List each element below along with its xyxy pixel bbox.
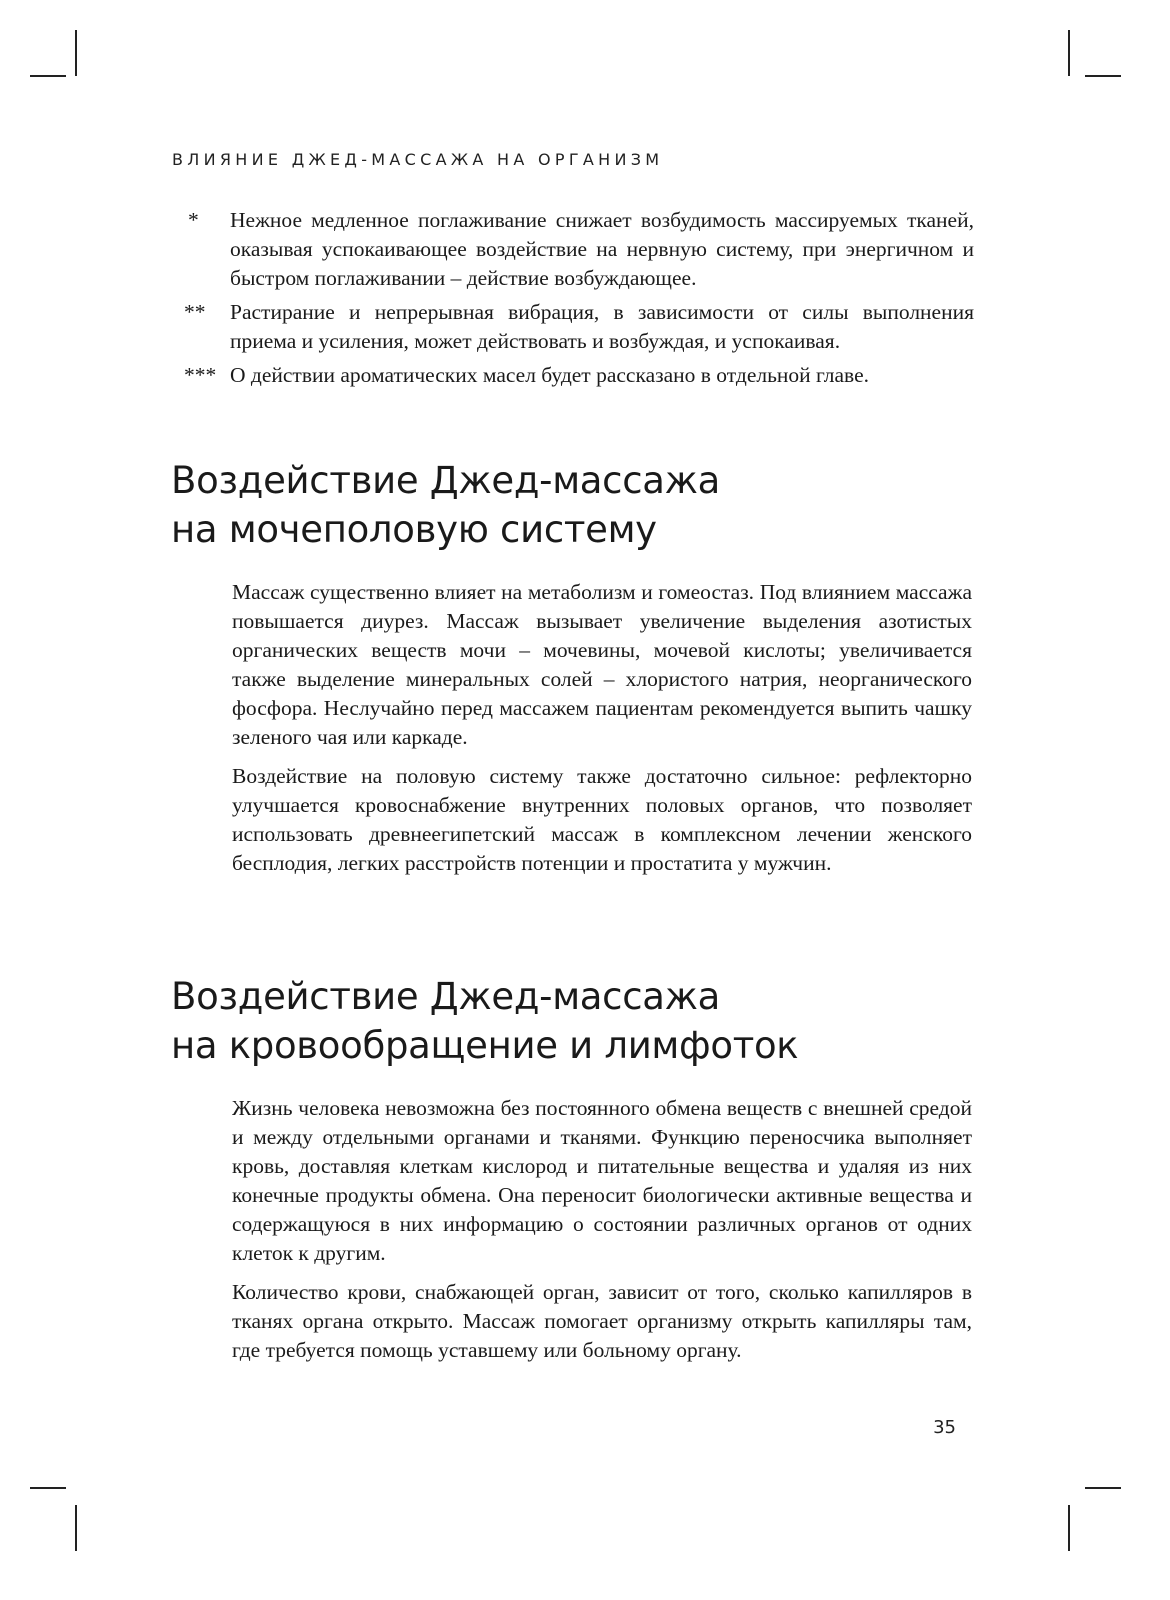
crop-mark-bottom-left-horizontal [30, 1487, 66, 1489]
section-body-circulation [232, 1094, 972, 1375]
footnote-item [184, 206, 974, 293]
running-header: ВЛИЯНИЕ ДЖЕД-МАССАЖА НА ОРГАНИЗМ [172, 150, 664, 169]
footnote-item [184, 361, 974, 390]
section-heading-urogenital [171, 456, 720, 554]
section-heading-line: Воздействие Джед-массажа [171, 975, 721, 1018]
footnote-item [184, 298, 974, 356]
crop-mark-bottom-right-vertical [1068, 1505, 1070, 1551]
footnote-text: О действии ароматических масел будет рассказано в отдельной главе. [230, 363, 869, 387]
section-heading-line: на кровообращение и лимфоток [171, 1024, 799, 1067]
section-heading-line: на мочеполовую систему [171, 508, 657, 551]
crop-mark-bottom-right-horizontal [1085, 1487, 1121, 1489]
footnotes-list [184, 206, 974, 395]
section-heading-line: Воздействие Джед-массажа [171, 459, 721, 502]
section-heading-circulation [171, 972, 798, 1070]
paragraph: Массаж существенно влияет на метаболизм и гомеостаз. Под влиянием массажа повышается диурез. Массаж вызывает увеличение выделения азотистых органических веществ мочи – мочевины, мочевой кислоты; увеличивается также выделение минеральных солей – хлористого натрия, неорганического фосфора. Неслучайно перед массажем пациентам рекомендуется выпить чашку зеленого чая или каркаде. [232, 580, 972, 749]
crop-mark-top-left-horizontal [30, 75, 66, 77]
footnote-text: Растирание и непрерывная вибрация, в зависимости от силы выполнения приема и усиления, может действовать и возбуждая, и успокаивая. [230, 300, 974, 353]
crop-mark-bottom-left-vertical [75, 1505, 77, 1551]
footnote-mark: *** [184, 363, 217, 387]
paragraph: Воздействие на половую систему также достаточно сильное: рефлекторно улучшается кровоснабжение внутренних половых органов, что позволяет использовать древнеегипетский массаж в комплексном лечении женского бесплодия, легких расстройств потенции и простатита у мужчин. [232, 764, 972, 875]
footnote-mark: ** [184, 300, 206, 324]
crop-mark-top-left-vertical [75, 30, 77, 76]
footnote-mark: * [188, 208, 199, 232]
footnote-text: Нежное медленное поглаживание снижает возбудимость массируемых тканей, оказывая успокаивающее воздействие на нервную систему, при энергичном и быстром поглаживании – действие возбуждающее. [230, 208, 974, 290]
paragraph: Количество крови, снабжающей орган, зависит от того, сколько капилляров в тканях органа открыто. Массаж помогает организму открыть капилляры там, где требуется помощь уставшему или больному органу. [232, 1280, 972, 1362]
page-number: 35 [933, 1417, 956, 1438]
crop-mark-top-right-horizontal [1085, 75, 1121, 77]
crop-mark-top-right-vertical [1068, 30, 1070, 76]
section-body-urogenital [232, 578, 972, 888]
paragraph: Жизнь человека невозможна без постоянного обмена веществ с внешней средой и между отдельными органами и тканями. Функцию переносчика выполняет кровь, доставляя клеткам кислород и питательные вещества и удаляя из них конечные продукты обмена. Она переносит биологически активные вещества и содержащуюся в них информацию о состоянии различных органов от одних клеток к другим. [232, 1096, 972, 1265]
